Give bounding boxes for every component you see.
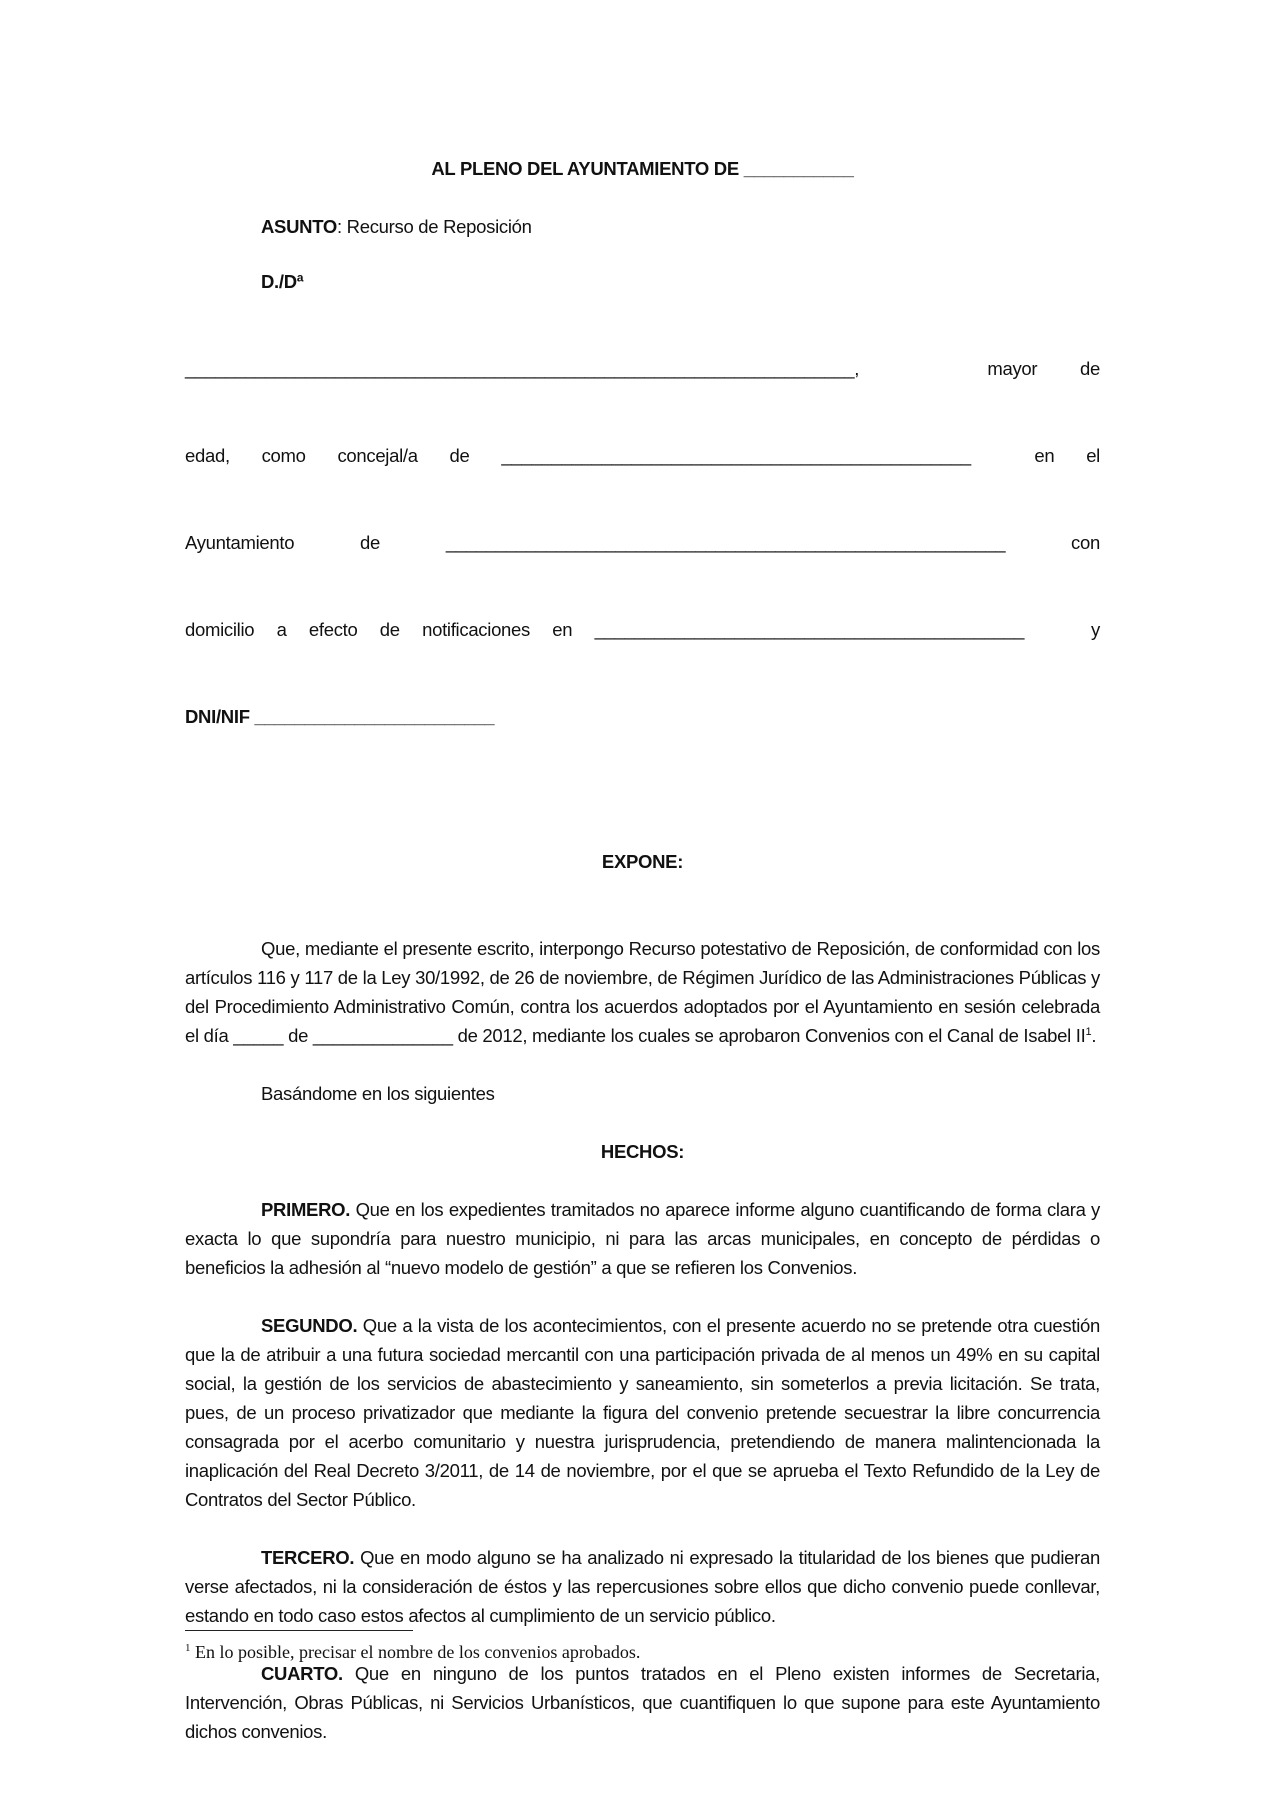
hecho-segundo: [185, 1311, 1100, 1514]
basandome-text: Basándome en los siguientes: [261, 1083, 495, 1104]
document-body: [185, 154, 1100, 1746]
hecho-text: Que a la vista de los acontecimientos, con el presente acuerdo no se pretende otra cuestión que la de atribuir a una futura sociedad mercantil con una participación privada de al menos un 49% en su capital social, la gestión de los servicios de abastecimiento y saneamiento, sin someterlos a previa licitación. Se trata, pues, de un proceso privatizador que mediante la figura del convenio pretende secuestrar la libre concurrencia consagrada por el acerbo comunitario y nuestra jurisprudencia, pretendiendo de manera malintencionada la inaplicación del Real Decreto 3/2011, de 14 de noviembre, por el que se aprueba el Texto Refundido de la Ley de Contratos del Sector Público.: [185, 1315, 1100, 1510]
asunto-value: : Recurso de Reposición: [336, 216, 532, 237]
hecho-label: CUARTO.: [261, 1663, 343, 1684]
footnote-separator: [185, 1630, 413, 1631]
identity-line-4: domicilio a efecto de notificaciones en ___________________________________________ y: [185, 619, 1100, 640]
footnote-number: 1: [185, 1642, 191, 1654]
expone-text: Que, mediante el presente escrito, interpongo Recurso potestativo de Reposición, de conformidad con los artículos 116 y 117 de la Ley 30/1992, de 26 de noviembre, de Régimen Jurídico de las Administraciones Públicas y del Procedimiento Administrativo Común, contra los acuerdos adoptados por el Ayuntamiento en sesión celebrada el día _____ de ______________ de 2012, mediante los cuales se aprobaron Convenios con el Canal de Isabel II: [185, 938, 1100, 1046]
footnote-ref[interactable]: 1: [1085, 1025, 1092, 1038]
hecho-tercero: [185, 1543, 1100, 1630]
hecho-label: SEGUNDO.: [261, 1315, 358, 1336]
identity-line-1: ___________________________________________________________________, mayor de: [185, 358, 1100, 379]
identity-line-3: Ayuntamiento de ________________________________________________________ con: [185, 532, 1100, 553]
identity-block: [185, 296, 1100, 789]
document-title: AL PLENO DEL AYUNTAMIENTO DE ___________: [431, 158, 854, 179]
expone-heading: EXPONE:: [601, 851, 684, 872]
dd-label: D./Dª: [261, 271, 304, 292]
asunto-line: [185, 212, 1100, 241]
hecho-primero: [185, 1195, 1100, 1282]
hecho-cuarto: [185, 1659, 1100, 1746]
hecho-label: PRIMERO.: [261, 1199, 351, 1220]
hecho-text: Que en los expedientes tramitados no aparece informe alguno cuantificando de forma clara y exacta lo que supondría para nuestro municipio, ni para las arcas municipales, en concepto de pérdidas o beneficios la adhesión al “nuevo modelo de gestión” a que se refieren los Convenios.: [185, 1199, 1100, 1278]
hecho-text: Que en modo alguno se ha analizado ni expresado la titularidad de los bienes que pudieran verse afectados, ni la consideración de éstos y las repercusiones sobre ellos que dicho convenio puede conllevar, estando en todo caso estos afectos al cumplimiento de un servicio público.: [185, 1547, 1100, 1626]
dni-blank: ________________________: [249, 706, 495, 727]
hecho-label: TERCERO.: [261, 1547, 355, 1568]
expone-paragraph: Que, mediante el presente escrito, interpongo Recurso potestativo de Reposición, de conformidad con los artículos 116 y 117 de la Ley 30/1992, de 26 de noviembre, de Régimen Jurídico de las Administraciones Públicas y del Procedimiento Administrativo Común, contra los acuerdos adoptados por el Ayuntamiento en sesión celebrada el día _____ de ______________ de 2012, mediante los cuales se aprobaron Convenios con el Canal de Isabel $II^1$.: [185, 938, 1100, 1046]
hechos-heading: HECHOS:: [600, 1141, 685, 1162]
asunto-label: ASUNTO: [261, 216, 337, 237]
footnote-text: En lo posible, precisar el nombre de los convenios aprobados.: [190, 1642, 641, 1662]
identity-line-2: edad, como concejal/a de _______________________________________________ en el: [185, 445, 1100, 466]
hecho-text: Que en ninguno de los puntos tratados en el Pleno existen informes de Secretaria, Intervención, Obras Públicas, ni Servicios Urbanísticos, que cuantifiquen lo que supone para este Ayuntamiento dichos convenios.: [185, 1663, 1100, 1742]
dni-line: [185, 702, 1100, 731]
footnote: [185, 1640, 640, 1664]
dni-label: DNI/NIF: [185, 706, 250, 727]
